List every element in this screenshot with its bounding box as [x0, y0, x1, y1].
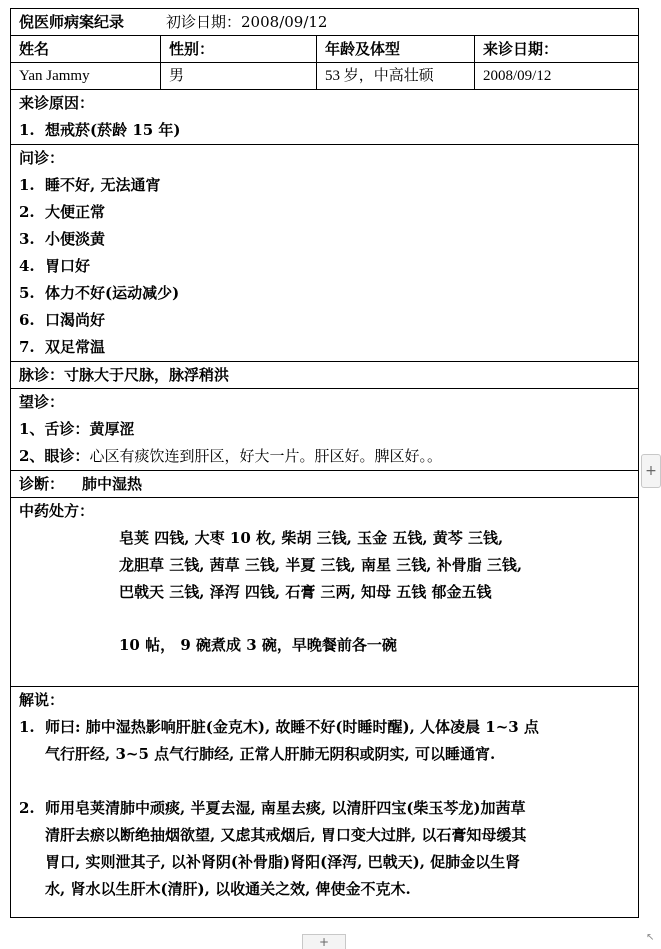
- prescription-line: 皂荚 四钱, 大枣 10 枚, 柴胡 三钱, 玉金 五钱, 黄芩 三钱,: [119, 529, 504, 547]
- list-item: 2. 师用皂荚清肺中顽痰, 半夏去湿, 南星去痰, 以清肝四宝(柴玉芩龙)加茜草 清肝去瘀以断绝抽烟欲望, 又虑其戒烟后, 胃口变大过胖, 以石膏知母缓其 胃口, 实则泄其子, 以补肾阴(补骨脂)肾阳(泽泻, 巴戟天), 促肺金以生肾 水, 肾水以生肝木(清肝), 以收通关之效, 俾使金不克木.: [19, 799, 527, 898]
- diagnosis-section: [11, 471, 639, 498]
- first-visit-date: 初诊日期：2008/09/12: [166, 13, 328, 31]
- expand-bottom-button[interactable]: +: [302, 934, 346, 949]
- tongue-diagnosis: 1、舌诊：黄厚涩: [19, 420, 135, 438]
- medical-record-table: [10, 8, 639, 918]
- list-item: 7. 双足常温: [19, 338, 106, 356]
- explanation-title: 解说：: [19, 691, 65, 709]
- page-title: 倪医师病案纪录: [19, 13, 125, 31]
- list-item: 1. 睡不好, 无法通宵: [19, 176, 161, 194]
- value-age-build: 53 岁，中高壮硕: [317, 63, 475, 90]
- medical-record-page: [10, 8, 638, 918]
- list-item: 3. 小便淡黄: [19, 230, 106, 248]
- prescription-line: 巴戟天 三钱, 泽泻 四钱, 石膏 三两, 知母 五钱 郁金五钱: [119, 583, 492, 601]
- inquiry-title: 问诊：: [19, 149, 65, 167]
- explanation-list: [19, 714, 638, 903]
- title-row: [11, 9, 639, 36]
- header-gender: 性别：: [161, 36, 317, 63]
- value-visit-date: 2008/09/12: [475, 63, 639, 90]
- diagnosis: 诊断： 肺中湿热: [19, 475, 143, 493]
- info-header-row: [11, 36, 639, 63]
- resize-corner-icon[interactable]: ↖: [646, 932, 655, 943]
- observation-section: [11, 389, 639, 471]
- header-visit-date: 来诊日期：: [475, 36, 639, 63]
- explanation-section: [11, 687, 639, 918]
- list-item: 2. 大便正常: [19, 203, 106, 221]
- prescription-line: 龙胆草 三钱, 茜草 三钱, 半夏 三钱, 南星 三钱, 补骨脂 三钱,: [119, 556, 523, 574]
- info-value-row: [11, 63, 639, 90]
- inquiry-list: [19, 172, 638, 361]
- expand-side-button[interactable]: +: [641, 454, 661, 488]
- list-item: 1. 师曰: 肺中湿热影响肝脏(金克木), 故睡不好(时睡时醒), 人体凌晨 1~3 点 气行肝经, 3~5 点气行肺经, 正常人肝肺无阴积或阴实, 可以睡通宵.: [19, 718, 539, 763]
- list-item: 5. 体力不好(运动减少): [19, 284, 180, 302]
- reason-title: 来诊原因：: [19, 94, 95, 112]
- observation-title: 望诊：: [19, 393, 65, 411]
- prescription-dosage: 10 帖， 9 碗煮成 3 碗，早晚餐前各一碗: [119, 636, 397, 654]
- list-item: 4. 胃口好: [19, 257, 91, 275]
- list-item: 1. 想戒菸(菸龄 15 年): [19, 121, 181, 139]
- pulse-diagnosis: 脉诊：寸脉大于尺脉，脉浮稍洪: [19, 366, 230, 384]
- inquiry-section: [11, 145, 639, 362]
- prescription-section: [11, 498, 639, 687]
- reason-section: [11, 90, 639, 145]
- value-gender: 男: [161, 63, 317, 90]
- pulse-section: [11, 362, 639, 389]
- list-item: 6. 口渴尚好: [19, 311, 106, 329]
- value-name: Yan Jammy: [11, 63, 161, 90]
- eye-diagnosis: 2、眼诊：心区有痰饮连到肝区，好大一片。肝区好。脾区好。。: [19, 447, 442, 465]
- header-age-build: 年龄及体型: [317, 36, 475, 63]
- prescription-title: 中药处方：: [19, 502, 95, 520]
- header-name: 姓名: [11, 36, 161, 63]
